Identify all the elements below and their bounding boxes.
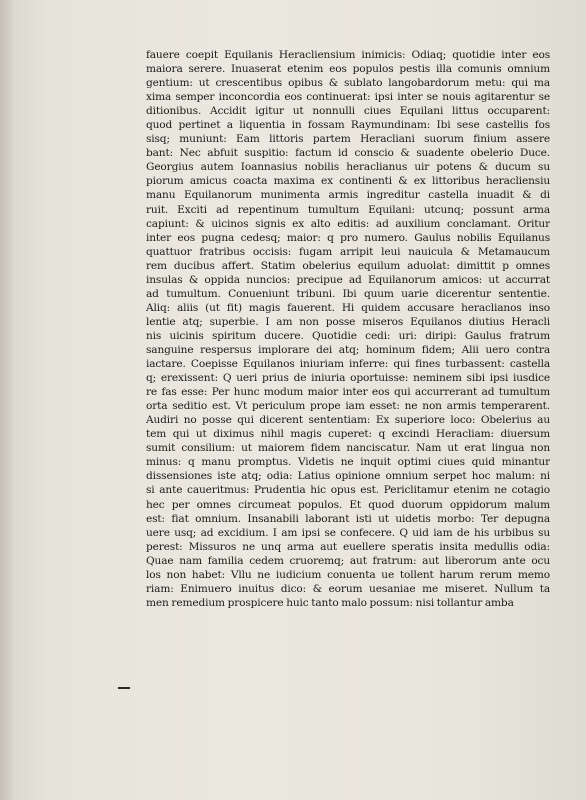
text-line: sumit consilium: ut maiorem fidem nanciscatur. Nam ut erat lingua non [146,442,550,455]
text-line: los non habet: Vllu ne iudicium conuenta ue tollent harum rerum memo [146,568,550,581]
text-line: rem ducibus affert. Statim obelerius equilum aduolat: dimittit p omnes [146,259,550,272]
text-line: Georgius autem Ioannasius nobilis heraclianus uir potens & ducum su [146,161,550,174]
text-line: orta seditio est. Vt periculum prope iam esset: ne non armis temperarent. [146,400,550,413]
text-line: Aliq: aliis (ut fit) magis fauerent. Hi quidem accusare heraclianos inso [146,301,550,314]
text-line: fauere coepit Equilanis Heracliensium inimicis: Odiaq; quotidie inter eos [146,49,550,61]
text-line: xima semper inconcordia eos continuerat: ipsi inter se nouis agitarentur se [146,91,550,104]
text-line: q; erexissent: Q ueri prius de iniuria oportuisse: neminem sibi ipsi iusdice [146,372,550,385]
text-line: minus: q manu promptus. Videtis ne inquit optimi ciues quid minantur [146,456,550,469]
body-text [146,48,550,610]
text-line: re fas esse: Per hunc modum maior inter eos qui accurrerant ad tumultum [146,386,550,399]
text-line: ad tumultum. Conueniunt tribuni. Ibi quum uarie dicerentur sententie. [146,287,550,300]
text-line: hec per omnes circumeat populos. Et quod duorum oppidorum malum [146,498,550,511]
text-line: Audiri no posse qui dicerent sententiam: Ex superiore loco: Obelerius au [146,414,550,427]
text-line: men remedium prospicere huic tanto malo possum: nisi tollantur amba [146,596,514,609]
text-line: si ante caueritmus: Prudentia hic opus est. Periclitamur etenim ne cotagio [146,484,550,497]
text-line: inter eos pugna cedesq; maior: q pro numero. Gaulus nobilis Equilanus [146,231,550,244]
text-line: piorum amicus coacta maxima ex continenti & ex littoribus heracliensiu [146,175,550,188]
text-line: quattuor fratribus occisis: fugam arripit leui nauicula & Metamaucum [146,245,550,258]
text-line: ditionibus. Accidit igitur ut nonnulli ciues Equilani littus occuparent: [146,105,550,118]
text-line: gentium: ut crescentibus opibus & sublato langobardorum metu: qui ma [146,77,550,90]
text-line: bant: Nec abfuit suspitio: factum id conscio & suadente obelerio Duce. [146,147,550,160]
text-line: lentie atq; superbie. I am non posse miseros Equilanos diutius Heracli [146,315,550,328]
text-line: tem qui ut diximus nihil magis cuperet: q excindi Heracliam: diuersum [146,428,550,441]
text-line: riam: Enimuero inuitus dico: & eorum uesaniae me miseret. Nullum ta [146,582,550,595]
text-line: insulas & oppida nuncios: precipue ad Equilanorum amicos: ut accurrat [146,273,550,286]
text-line: ruit. Exciti ad repentinum tumultum Equilani: utcunq; possunt arma [146,203,550,216]
text-line: maiora serere. Inuaserat etenim eos populos pestis illa comunis omnium [146,63,550,76]
margin-mark [118,687,130,689]
text-line: sanguine respersus implorare dei atq; hominum fidem; Alii uero contra [146,343,550,356]
text-line: uere usq; ad excidium. I am ipsi se confecere. Q uid iam de his urbibus su [146,526,550,539]
page-gutter-shadow [0,0,14,800]
text-line: sisq; muniunt: Eam littoris partem Heracliani suorum finium assere [146,133,550,146]
text-line: est: fiat omnium. Insanabili laborant isti ut uidetis morbo: Ter depugna [146,512,550,525]
text-line: quod pertinet a liquentia in fossam Raymundinam: Ibi sese castellis fos [146,119,550,132]
text-line: manu Equilanorum munimenta armis ingreditur castella inuadit & di [146,189,550,202]
text-line: nis uicinis spiritum ducere. Quotidie cedi: uri: diripi: Gaulus fratrum [146,329,550,342]
text-line: Quae nam familia cedem cruoremq; aut fratrum: aut liberorum ante ocu [146,554,550,567]
text-line: capiunt: & uicinos signis ex alto editis: ad auxilium conclamant. Oritur [146,217,550,230]
text-line: perest: Missuros ne unq arma aut euellere speratis insita medullis odia: [146,540,550,553]
text-line: dissensiones iste atq; odia: Latius opinione omnium serpet hoc malum: ni [146,470,550,483]
text-line: iactare. Coepisse Equilanos iniuriam inferre: qui fines turbassent: castella [146,358,550,371]
